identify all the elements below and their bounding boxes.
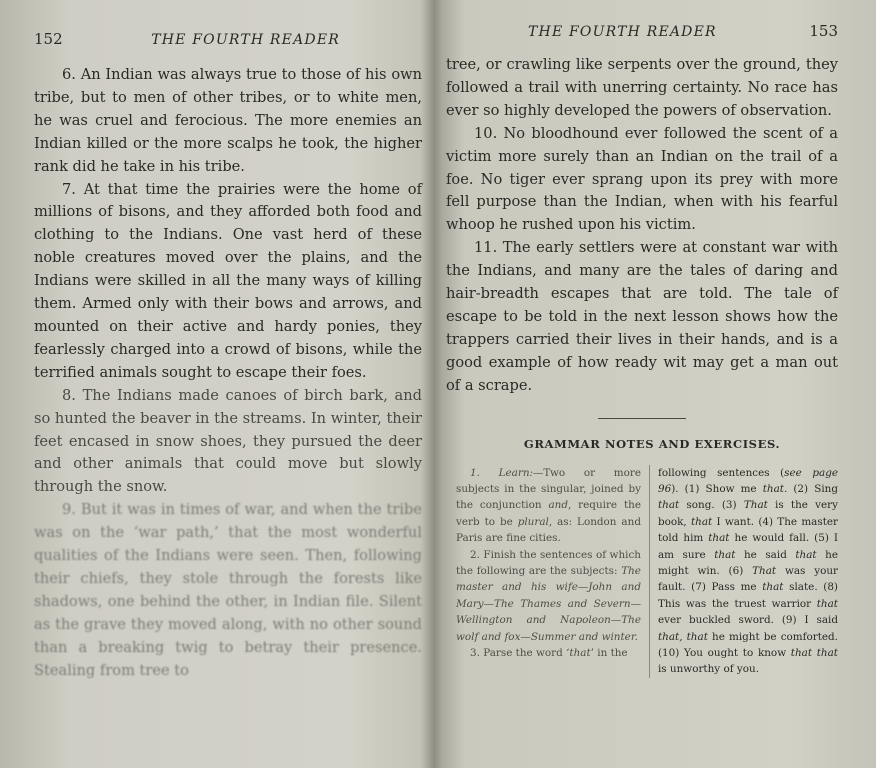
that-9: that xyxy=(762,581,784,594)
note-1-lead: 1. Learn:— xyxy=(470,466,544,479)
note-1 xyxy=(456,465,641,547)
that-11: that, that xyxy=(657,630,708,643)
right-running-head: THE FOURTH READER xyxy=(528,24,717,40)
that-2: that xyxy=(657,499,680,512)
that-12: that that xyxy=(790,647,838,660)
right-page xyxy=(442,0,876,768)
note-3-sentences xyxy=(658,465,838,678)
grammar-notes-right-column xyxy=(650,465,838,678)
note-1-plural: plural xyxy=(517,515,549,528)
sentences-text-e: is the very book, xyxy=(657,499,838,528)
that-4: that xyxy=(690,515,713,528)
note-1-text-3: , as: London and Paris are fine cities. xyxy=(456,515,641,545)
left-page-header xyxy=(34,30,422,60)
sentences-text-m: he might be comforted. (10) You ought to know xyxy=(657,630,838,660)
sentences-text-i: he might win. (6) xyxy=(657,548,838,578)
sentences-text-b: ). (1) Show me xyxy=(671,483,763,495)
section-divider xyxy=(598,418,686,419)
sentences-text-d: song. (3) xyxy=(679,499,744,512)
grammar-notes-title: GRAMMAR NOTES AND EXERCISES. xyxy=(523,436,781,451)
note-1-and: and xyxy=(548,499,568,512)
that-5: that xyxy=(708,532,730,545)
that-10: that xyxy=(816,597,838,610)
note-3 xyxy=(456,645,641,661)
note-1-text: Two or more subjects in the singular, joined by the conjunction xyxy=(456,466,641,512)
that-6: that xyxy=(714,548,736,561)
sentences-text-g: he would fall. (5) I am sure xyxy=(657,532,838,561)
left-running-head: THE FOURTH READER xyxy=(151,32,340,48)
note-2-subjects: The master and his wife—John and Mary—The Thames and Severn—Wellington and Napoleon—The wolf and fox—Summer and winter. xyxy=(456,565,641,643)
sentences-text-h: he said xyxy=(735,548,796,561)
paragraph-8: 8. The Indians made canoes of birch bark, and so hunted the beaver in the streams. In winter, their feet encased in snow shoes, they pursued the deer and other animals that could move but slowly through the snow. xyxy=(34,386,422,496)
sentences-text-c: . (2) Sing xyxy=(783,483,838,495)
left-page-number: 152 xyxy=(34,30,63,48)
sentences-text-n: is unworthy of you. xyxy=(657,663,759,676)
sentences-text-j: was your fault. (7) Pass me xyxy=(657,565,838,594)
grammar-notes xyxy=(446,465,838,678)
note-3-text: 3. Parse the word ‘ xyxy=(470,647,570,660)
right-page-header xyxy=(446,22,838,52)
sentences-text-k: slate. (8) This was the truest warrior xyxy=(657,581,838,610)
note-2-text: 2. Finish the sentences of which the following are the subjects: xyxy=(456,548,641,578)
note-1-text-2: , require the verb to be xyxy=(456,499,641,528)
paragraph-6: 6. An Indian was always true to those of his own tribe, but to men of other tribes, or to white men, he was cruel and ferocious. The more enemies an Indian killed or the more scalps he took, the higher rank did he take in his tribe. xyxy=(34,66,422,175)
note-2 xyxy=(456,547,641,645)
see-page-ref: see page 96 xyxy=(657,466,838,495)
sentences-text-a: following sentences ( xyxy=(657,466,785,479)
grammar-notes-left-column xyxy=(456,465,650,678)
right-body-text xyxy=(446,54,838,398)
sentences-text-f: I want. (4) The master told him xyxy=(657,515,838,545)
paragraph-9: 9. But it was in times of war, and when the tribe was on the ‘war path,’ that the most wonderful qualities of the Indians were seen. Then, following their chiefs, they stole through the forests like shadows, one behind the other, in Indian file. Silent as the grave they moved along, with no other sound than a breaking twig to betray their presence. Stealing from tree to xyxy=(34,501,422,679)
paragraph-10: 10. No bloodhound ever followed the scent of a victim more surely than an Indian on the trail of a foe. No tiger ever sprang upon its prey with more fell purpose than the Indian, when with his fearful whoop he rushed upon his victim. xyxy=(446,124,838,234)
note-3-that: that xyxy=(569,647,591,660)
paragraph-11: 11. The early settlers were at constant war with the Indians, and many are the tales of daring and hair-breadth escapes that are told. The tale of escape to be told in the next lesson shows how the trappers carried their lives in their hands, and is a good example of how ready wit may get a man out of a scrape. xyxy=(446,239,838,394)
paragraph-continued: tree, or crawling like serpents over the ground, they followed a trail with unerring certainty. No race has ever so highly developed the powers of observation. xyxy=(446,56,838,119)
that-1: that xyxy=(762,483,784,495)
sentences-text-l: ever buckled sword. (9) I said xyxy=(657,614,838,627)
that-7: that xyxy=(795,548,817,561)
that-3: That xyxy=(743,499,768,512)
left-page xyxy=(0,0,436,768)
right-page-number: 153 xyxy=(809,22,838,40)
that-8: That xyxy=(752,565,777,578)
paragraph-7: 7. At that time the prairies were the home of millions of bisons, and they afforded both food and clothing to the Indians. One vast herd of these noble creatures moved over the plains, and the Indians were skilled in all the many ways of killing them. Armed only with their bows and arrows, and mounted on their active and hardy ponies, they fearlessly charged into a crowd of bisons, while the terrified animals sought to escape their foes. xyxy=(34,180,422,381)
left-body-text xyxy=(34,64,422,682)
note-3-text-2: ’ in the xyxy=(590,647,628,660)
